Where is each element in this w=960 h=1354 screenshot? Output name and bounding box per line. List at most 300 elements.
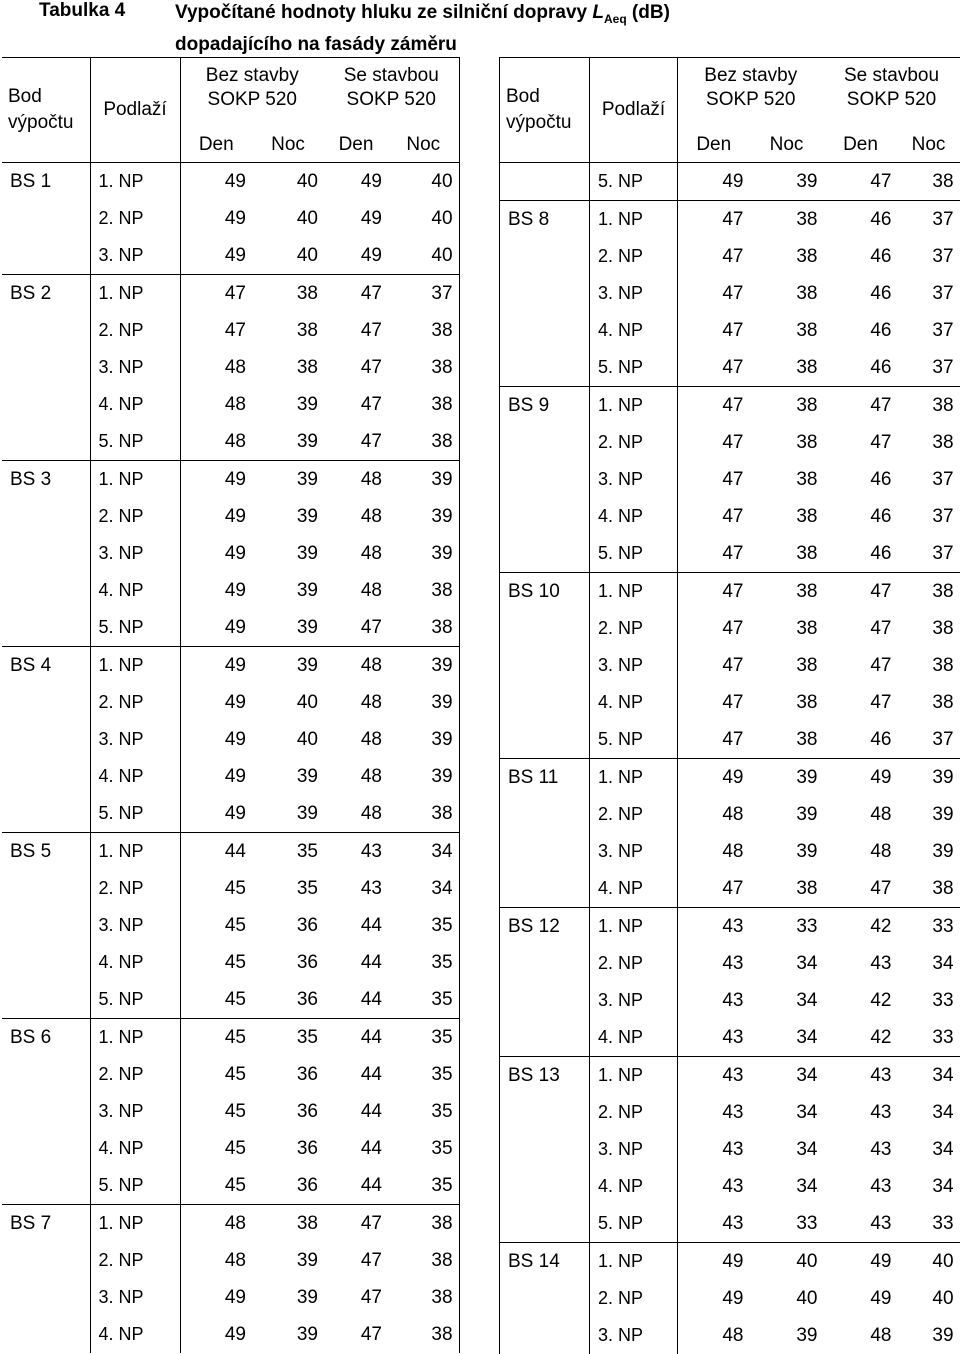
night-without-cell: 38 bbox=[252, 1205, 324, 1243]
table-row bbox=[500, 201, 960, 239]
table-row bbox=[2, 1167, 459, 1205]
point-cell bbox=[500, 647, 590, 684]
table-row bbox=[500, 759, 960, 797]
floor-cell: 4. NP bbox=[90, 944, 180, 981]
day-with-cell: 47 bbox=[324, 386, 388, 423]
day-with-cell: 47 bbox=[824, 573, 898, 611]
table-row bbox=[500, 1243, 960, 1281]
night-without-cell: 38 bbox=[252, 312, 324, 349]
table-row bbox=[2, 312, 459, 349]
day-with-cell: 47 bbox=[324, 1279, 388, 1316]
point-cell: BS 2 bbox=[2, 275, 90, 313]
table-row bbox=[500, 387, 960, 425]
day-with-cell: 44 bbox=[324, 944, 388, 981]
night-without-cell: 38 bbox=[750, 461, 824, 498]
day-with-cell: 49 bbox=[824, 759, 898, 797]
floor-cell: 1. NP bbox=[90, 647, 180, 685]
night-without-cell: 34 bbox=[750, 945, 824, 982]
header-den: Den bbox=[824, 128, 898, 163]
floor-cell: 4. NP bbox=[590, 684, 678, 721]
day-with-cell: 47 bbox=[824, 684, 898, 721]
day-with-cell: 47 bbox=[324, 423, 388, 461]
floor-cell: 4. NP bbox=[90, 386, 180, 423]
point-cell bbox=[500, 610, 590, 647]
day-without-cell: 48 bbox=[180, 1205, 252, 1243]
night-without-cell: 33 bbox=[750, 908, 824, 946]
floor-cell: 1. NP bbox=[90, 1019, 180, 1057]
night-with-cell: 39 bbox=[898, 1317, 960, 1354]
point-cell: BS 14 bbox=[500, 1243, 590, 1281]
day-with-cell: 43 bbox=[824, 1168, 898, 1205]
day-with-cell: 46 bbox=[824, 349, 898, 387]
day-without-cell: 49 bbox=[180, 758, 252, 795]
point-cell bbox=[500, 1205, 590, 1243]
day-without-cell: 47 bbox=[678, 461, 750, 498]
day-without-cell: 47 bbox=[678, 870, 750, 908]
day-without-cell: 45 bbox=[180, 981, 252, 1019]
table-row bbox=[2, 1019, 459, 1057]
floor-cell: 1. NP bbox=[590, 1057, 678, 1095]
point-cell bbox=[500, 1019, 590, 1057]
floor-cell: 1. NP bbox=[90, 833, 180, 871]
floor-cell: 2. NP bbox=[590, 238, 678, 275]
point-cell bbox=[500, 684, 590, 721]
point-cell bbox=[500, 349, 590, 387]
point-cell bbox=[2, 1279, 90, 1316]
day-with-cell: 47 bbox=[824, 163, 898, 201]
table-row bbox=[2, 275, 459, 313]
day-with-cell: 48 bbox=[324, 647, 388, 685]
day-without-cell: 49 bbox=[180, 461, 252, 499]
night-with-cell: 38 bbox=[898, 387, 960, 425]
day-without-cell: 47 bbox=[180, 312, 252, 349]
day-without-cell: 48 bbox=[180, 423, 252, 461]
day-without-cell: 49 bbox=[180, 1316, 252, 1353]
night-with-cell: 38 bbox=[388, 1242, 459, 1279]
floor-cell: 5. NP bbox=[590, 349, 678, 387]
day-without-cell: 43 bbox=[678, 1019, 750, 1057]
day-with-cell: 46 bbox=[824, 201, 898, 239]
point-cell bbox=[500, 1317, 590, 1354]
day-without-cell: 49 bbox=[180, 237, 252, 275]
point-cell bbox=[500, 982, 590, 1019]
table-row bbox=[2, 944, 459, 981]
night-without-cell: 40 bbox=[252, 237, 324, 275]
day-without-cell: 48 bbox=[180, 386, 252, 423]
day-with-cell: 46 bbox=[824, 312, 898, 349]
floor-cell: 3. NP bbox=[590, 461, 678, 498]
day-without-cell: 47 bbox=[678, 349, 750, 387]
day-without-cell: 45 bbox=[180, 907, 252, 944]
floor-cell: 1. NP bbox=[90, 461, 180, 499]
day-with-cell: 42 bbox=[824, 908, 898, 946]
day-with-cell: 48 bbox=[324, 684, 388, 721]
point-cell bbox=[2, 721, 90, 758]
night-without-cell: 39 bbox=[750, 163, 824, 201]
night-without-cell: 39 bbox=[252, 1279, 324, 1316]
day-with-cell: 47 bbox=[324, 1242, 388, 1279]
day-with-cell: 42 bbox=[824, 1019, 898, 1057]
day-without-cell: 47 bbox=[678, 387, 750, 425]
day-without-cell: 49 bbox=[678, 759, 750, 797]
floor-cell: 3. NP bbox=[590, 833, 678, 870]
floor-cell: 4. NP bbox=[90, 758, 180, 795]
point-cell bbox=[2, 1316, 90, 1353]
point-cell bbox=[2, 1242, 90, 1279]
night-without-cell: 38 bbox=[750, 312, 824, 349]
day-without-cell: 45 bbox=[180, 1019, 252, 1057]
floor-cell: 3. NP bbox=[90, 1279, 180, 1316]
floor-cell: 5. NP bbox=[90, 423, 180, 461]
night-with-cell: 35 bbox=[388, 1056, 459, 1093]
night-with-cell: 37 bbox=[898, 275, 960, 312]
night-without-cell: 39 bbox=[252, 795, 324, 833]
night-with-cell: 35 bbox=[388, 981, 459, 1019]
point-cell bbox=[2, 312, 90, 349]
day-with-cell: 48 bbox=[324, 572, 388, 609]
night-with-cell: 39 bbox=[388, 535, 459, 572]
point-cell bbox=[500, 1280, 590, 1317]
header-noc: Noc bbox=[898, 128, 960, 163]
header-bez-stavby: Bez stavby SOKP 520 bbox=[678, 58, 824, 129]
night-with-cell: 39 bbox=[388, 647, 459, 685]
point-cell bbox=[500, 945, 590, 982]
table-row bbox=[500, 1168, 960, 1205]
night-with-cell: 33 bbox=[898, 1205, 960, 1243]
night-without-cell: 38 bbox=[750, 349, 824, 387]
night-without-cell: 39 bbox=[252, 758, 324, 795]
night-without-cell: 38 bbox=[252, 349, 324, 386]
point-cell bbox=[500, 1168, 590, 1205]
floor-cell: 3. NP bbox=[90, 237, 180, 275]
night-with-cell: 37 bbox=[388, 275, 459, 313]
night-without-cell: 39 bbox=[750, 759, 824, 797]
day-without-cell: 49 bbox=[180, 498, 252, 535]
table-row bbox=[2, 758, 459, 795]
floor-cell: 2. NP bbox=[590, 1280, 678, 1317]
table-row bbox=[2, 535, 459, 572]
night-without-cell: 38 bbox=[252, 275, 324, 313]
floor-cell: 4. NP bbox=[590, 1019, 678, 1057]
point-cell bbox=[2, 981, 90, 1019]
night-with-cell: 39 bbox=[388, 684, 459, 721]
day-with-cell: 44 bbox=[324, 1019, 388, 1057]
floor-cell: 1. NP bbox=[590, 1243, 678, 1281]
point-cell: BS 4 bbox=[2, 647, 90, 685]
day-with-cell: 44 bbox=[324, 907, 388, 944]
title-unit: (dB) bbox=[627, 2, 670, 23]
night-without-cell: 36 bbox=[252, 1093, 324, 1130]
floor-cell: 5. NP bbox=[90, 981, 180, 1019]
night-without-cell: 35 bbox=[252, 833, 324, 871]
point-cell bbox=[500, 498, 590, 535]
floor-cell: 3. NP bbox=[90, 349, 180, 386]
night-with-cell: 39 bbox=[388, 758, 459, 795]
floor-cell: 1. NP bbox=[590, 908, 678, 946]
title-symbol: L bbox=[592, 2, 604, 23]
day-without-cell: 43 bbox=[678, 1057, 750, 1095]
floor-cell: 5. NP bbox=[590, 535, 678, 573]
floor-cell: 2. NP bbox=[590, 796, 678, 833]
table-row bbox=[2, 1093, 459, 1130]
day-without-cell: 49 bbox=[180, 163, 252, 201]
day-with-cell: 46 bbox=[824, 535, 898, 573]
day-with-cell: 44 bbox=[324, 981, 388, 1019]
night-without-cell: 34 bbox=[750, 1019, 824, 1057]
day-with-cell: 48 bbox=[324, 461, 388, 499]
table-row bbox=[500, 1205, 960, 1243]
day-without-cell: 49 bbox=[678, 1243, 750, 1281]
table-row bbox=[2, 647, 459, 685]
point-cell bbox=[2, 795, 90, 833]
day-without-cell: 47 bbox=[678, 424, 750, 461]
night-with-cell: 37 bbox=[898, 349, 960, 387]
floor-cell: 1. NP bbox=[90, 1205, 180, 1243]
day-without-cell: 43 bbox=[678, 1168, 750, 1205]
night-with-cell: 38 bbox=[388, 312, 459, 349]
table-row bbox=[2, 200, 459, 237]
table-row bbox=[2, 795, 459, 833]
point-cell bbox=[2, 1093, 90, 1130]
table-row bbox=[500, 275, 960, 312]
floor-cell: 1. NP bbox=[590, 573, 678, 611]
point-cell bbox=[2, 1056, 90, 1093]
night-with-cell: 38 bbox=[388, 795, 459, 833]
night-without-cell: 39 bbox=[252, 386, 324, 423]
floor-cell: 5. NP bbox=[590, 721, 678, 759]
night-without-cell: 38 bbox=[750, 387, 824, 425]
table-row bbox=[500, 312, 960, 349]
floor-cell: 5. NP bbox=[90, 609, 180, 647]
day-without-cell: 49 bbox=[678, 163, 750, 201]
night-without-cell: 34 bbox=[750, 1094, 824, 1131]
day-without-cell: 49 bbox=[180, 572, 252, 609]
day-with-cell: 47 bbox=[324, 349, 388, 386]
day-without-cell: 48 bbox=[180, 349, 252, 386]
table-row bbox=[2, 609, 459, 647]
day-with-cell: 46 bbox=[824, 238, 898, 275]
day-without-cell: 47 bbox=[180, 275, 252, 313]
night-without-cell: 39 bbox=[252, 1242, 324, 1279]
floor-cell: 1. NP bbox=[90, 163, 180, 201]
night-without-cell: 38 bbox=[750, 573, 824, 611]
day-with-cell: 48 bbox=[324, 758, 388, 795]
night-without-cell: 38 bbox=[750, 721, 824, 759]
table-row bbox=[500, 796, 960, 833]
table-row bbox=[500, 908, 960, 946]
day-without-cell: 47 bbox=[678, 573, 750, 611]
floor-cell: 2. NP bbox=[590, 1094, 678, 1131]
night-with-cell: 33 bbox=[898, 982, 960, 1019]
day-with-cell: 47 bbox=[324, 275, 388, 313]
night-without-cell: 34 bbox=[750, 1057, 824, 1095]
point-cell bbox=[500, 1094, 590, 1131]
day-with-cell: 49 bbox=[324, 163, 388, 201]
header-bod-vypoctu: Bod výpočtu bbox=[2, 58, 90, 163]
table-row bbox=[500, 535, 960, 573]
table-row bbox=[500, 1317, 960, 1354]
day-with-cell: 48 bbox=[824, 1317, 898, 1354]
night-with-cell: 35 bbox=[388, 1130, 459, 1167]
table-row bbox=[500, 982, 960, 1019]
table-row bbox=[500, 498, 960, 535]
point-cell bbox=[500, 238, 590, 275]
night-without-cell: 39 bbox=[252, 572, 324, 609]
point-cell: BS 8 bbox=[500, 201, 590, 239]
table-row bbox=[2, 386, 459, 423]
table-row bbox=[500, 461, 960, 498]
day-with-cell: 48 bbox=[824, 796, 898, 833]
table-row bbox=[2, 461, 459, 499]
floor-cell: 5. NP bbox=[90, 795, 180, 833]
day-without-cell: 45 bbox=[180, 1167, 252, 1205]
point-cell bbox=[2, 423, 90, 461]
point-cell bbox=[2, 386, 90, 423]
night-with-cell: 39 bbox=[898, 796, 960, 833]
noise-table-right bbox=[499, 57, 960, 1354]
night-without-cell: 36 bbox=[252, 944, 324, 981]
floor-cell: 2. NP bbox=[90, 312, 180, 349]
point-cell bbox=[500, 721, 590, 759]
day-with-cell: 44 bbox=[324, 1130, 388, 1167]
day-without-cell: 47 bbox=[678, 238, 750, 275]
night-with-cell: 37 bbox=[898, 535, 960, 573]
night-with-cell: 37 bbox=[898, 721, 960, 759]
night-with-cell: 34 bbox=[898, 1094, 960, 1131]
night-without-cell: 38 bbox=[750, 201, 824, 239]
table-body-right bbox=[500, 163, 960, 1354]
day-with-cell: 43 bbox=[824, 1094, 898, 1131]
night-without-cell: 40 bbox=[252, 721, 324, 758]
point-cell bbox=[500, 275, 590, 312]
day-without-cell: 47 bbox=[678, 721, 750, 759]
night-with-cell: 38 bbox=[898, 684, 960, 721]
floor-cell: 2. NP bbox=[90, 684, 180, 721]
night-with-cell: 37 bbox=[898, 498, 960, 535]
header-den: Den bbox=[180, 128, 252, 163]
point-cell bbox=[500, 163, 590, 201]
night-with-cell: 38 bbox=[388, 1279, 459, 1316]
header-se-stavbou: Se stavbou SOKP 520 bbox=[824, 58, 960, 129]
floor-cell: 3. NP bbox=[590, 1317, 678, 1354]
floor-cell: 3. NP bbox=[590, 982, 678, 1019]
day-with-cell: 42 bbox=[824, 982, 898, 1019]
night-with-cell: 34 bbox=[388, 870, 459, 907]
night-with-cell: 38 bbox=[388, 572, 459, 609]
table-row bbox=[500, 1094, 960, 1131]
table-row bbox=[500, 424, 960, 461]
floor-cell: 4. NP bbox=[90, 1316, 180, 1353]
day-without-cell: 48 bbox=[678, 833, 750, 870]
night-without-cell: 38 bbox=[750, 647, 824, 684]
night-without-cell: 33 bbox=[750, 1205, 824, 1243]
night-without-cell: 38 bbox=[750, 275, 824, 312]
table-row bbox=[500, 1019, 960, 1057]
table-title bbox=[175, 0, 670, 58]
day-with-cell: 49 bbox=[824, 1243, 898, 1281]
floor-cell: 4. NP bbox=[590, 1168, 678, 1205]
title-line-2: dopadajícího na fasády záměru bbox=[175, 34, 457, 55]
night-with-cell: 40 bbox=[898, 1243, 960, 1281]
night-with-cell: 35 bbox=[388, 1093, 459, 1130]
table-row bbox=[500, 721, 960, 759]
day-with-cell: 47 bbox=[824, 610, 898, 647]
table-row bbox=[2, 1130, 459, 1167]
night-with-cell: 34 bbox=[898, 1168, 960, 1205]
night-without-cell: 38 bbox=[750, 870, 824, 908]
night-without-cell: 39 bbox=[252, 647, 324, 685]
table-number: Tabulka 4 bbox=[39, 0, 125, 22]
header-bez-stavby: Bez stavby SOKP 520 bbox=[180, 58, 324, 129]
floor-cell: 3. NP bbox=[590, 1131, 678, 1168]
floor-cell: 1. NP bbox=[590, 387, 678, 425]
floor-cell: 4. NP bbox=[590, 312, 678, 349]
night-without-cell: 40 bbox=[750, 1243, 824, 1281]
night-without-cell: 39 bbox=[252, 1316, 324, 1353]
night-with-cell: 37 bbox=[898, 312, 960, 349]
floor-cell: 2. NP bbox=[90, 1056, 180, 1093]
point-cell bbox=[2, 1167, 90, 1205]
table-caption bbox=[0, 0, 960, 56]
point-cell bbox=[2, 684, 90, 721]
night-without-cell: 40 bbox=[252, 200, 324, 237]
day-with-cell: 44 bbox=[324, 1167, 388, 1205]
table-row bbox=[500, 1280, 960, 1317]
night-without-cell: 38 bbox=[750, 684, 824, 721]
table-row bbox=[500, 684, 960, 721]
header-noc: Noc bbox=[388, 128, 459, 163]
day-without-cell: 47 bbox=[678, 647, 750, 684]
floor-cell: 1. NP bbox=[590, 201, 678, 239]
night-without-cell: 39 bbox=[750, 796, 824, 833]
day-with-cell: 47 bbox=[824, 387, 898, 425]
floor-cell: 3. NP bbox=[90, 907, 180, 944]
day-without-cell: 48 bbox=[180, 1242, 252, 1279]
night-without-cell: 36 bbox=[252, 1130, 324, 1167]
point-cell: BS 10 bbox=[500, 573, 590, 611]
table-row bbox=[500, 647, 960, 684]
night-with-cell: 38 bbox=[388, 609, 459, 647]
day-without-cell: 47 bbox=[678, 610, 750, 647]
day-with-cell: 48 bbox=[324, 535, 388, 572]
point-cell: BS 13 bbox=[500, 1057, 590, 1095]
header-podlazi: Podlaží bbox=[590, 58, 678, 163]
night-without-cell: 36 bbox=[252, 1056, 324, 1093]
floor-cell: 5. NP bbox=[90, 1167, 180, 1205]
night-with-cell: 39 bbox=[388, 498, 459, 535]
night-with-cell: 35 bbox=[388, 907, 459, 944]
night-without-cell: 38 bbox=[750, 424, 824, 461]
day-without-cell: 48 bbox=[678, 1317, 750, 1354]
point-cell bbox=[2, 498, 90, 535]
day-without-cell: 45 bbox=[180, 1130, 252, 1167]
night-with-cell: 40 bbox=[388, 200, 459, 237]
night-with-cell: 40 bbox=[898, 1280, 960, 1317]
point-cell bbox=[2, 609, 90, 647]
table-row bbox=[2, 1316, 459, 1353]
point-cell: BS 11 bbox=[500, 759, 590, 797]
day-without-cell: 43 bbox=[678, 908, 750, 946]
day-with-cell: 43 bbox=[324, 870, 388, 907]
header-noc: Noc bbox=[252, 128, 324, 163]
day-without-cell: 45 bbox=[180, 944, 252, 981]
table-row bbox=[500, 1057, 960, 1095]
day-with-cell: 46 bbox=[824, 275, 898, 312]
point-cell bbox=[2, 758, 90, 795]
night-with-cell: 37 bbox=[898, 238, 960, 275]
table-row bbox=[2, 870, 459, 907]
night-with-cell: 38 bbox=[388, 386, 459, 423]
